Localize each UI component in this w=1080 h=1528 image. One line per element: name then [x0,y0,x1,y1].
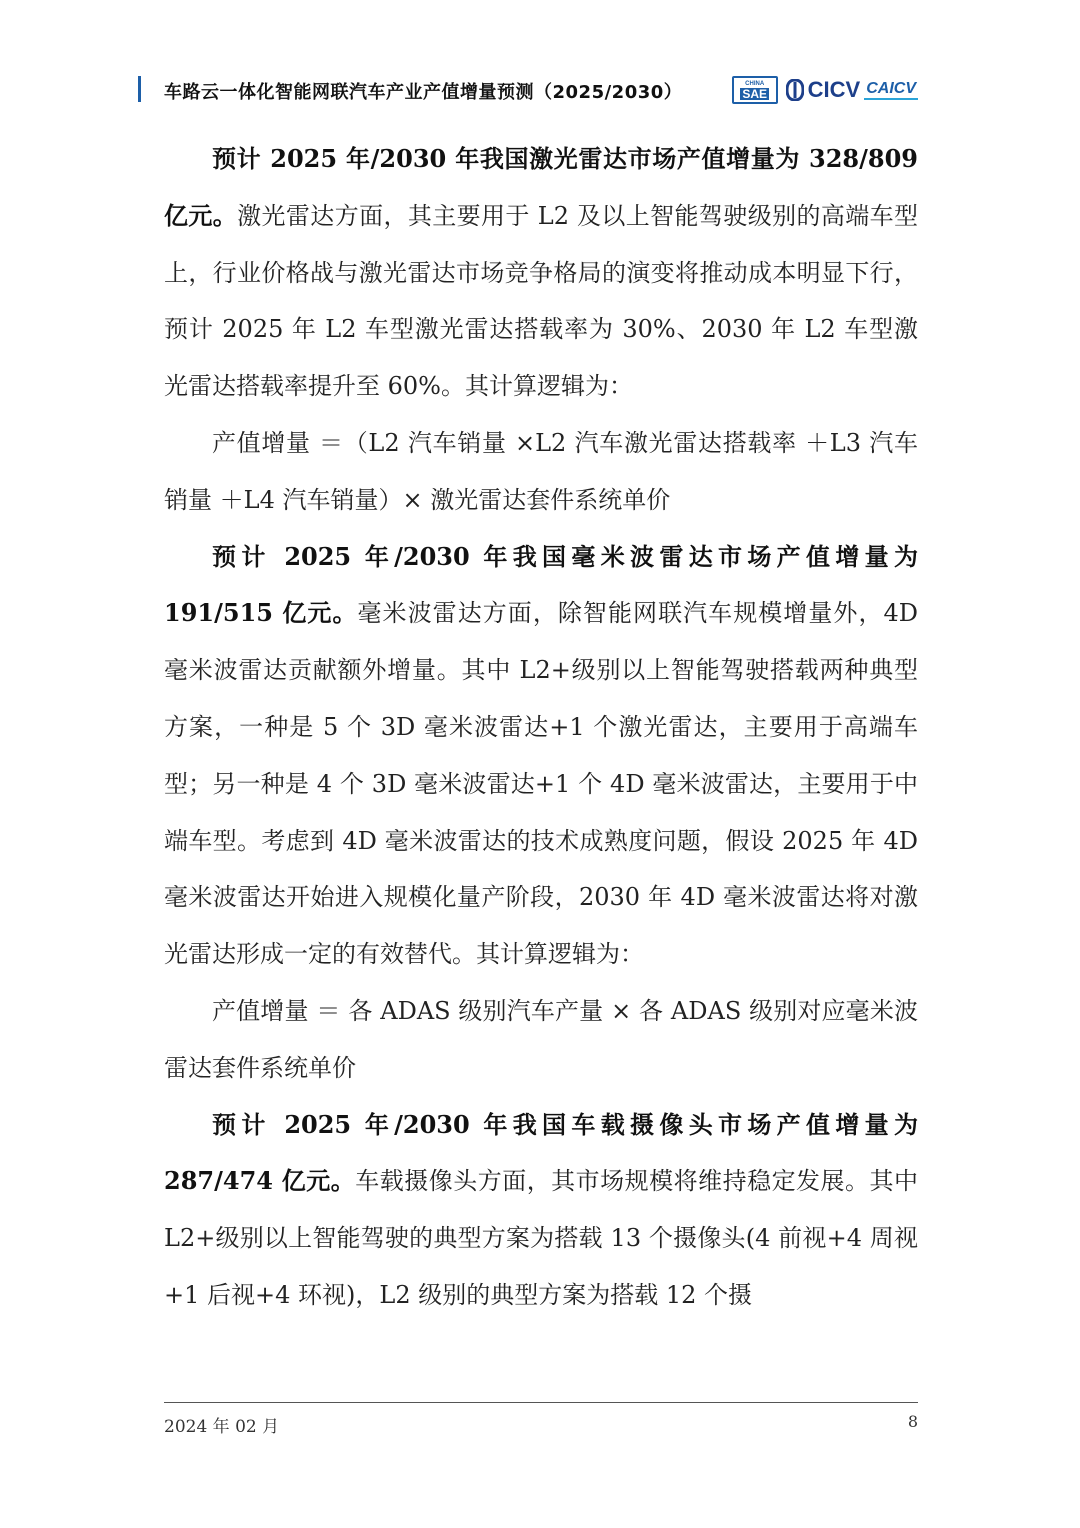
sae-logo-top-text: CHINA [745,80,765,87]
paragraph-lidar [164,131,918,415]
footer-divider [164,1402,918,1403]
paragraph-mmwave [164,529,918,983]
camera-forecast-heading: 预计 2025 年/2030 年我国车载摄像头市场产值增量为 287/474 亿元。 [164,1109,918,1196]
document-body [164,131,918,1324]
page-number: 8 [907,1412,918,1431]
lidar-formula: 产值增量 ＝（L2 汽车销量 ×L2 汽车激光雷达搭载率 ＋L3 汽车销量 ＋L4 汽车销量）× 激光雷达套件系统单价 [164,428,918,514]
mmwave-formula: 产值增量 ＝ 各 ADAS 级别汽车产量 × 各 ADAS 级别对应毫米波雷达套件系统单价 [164,996,918,1082]
caicv-logo: CAICV [864,80,918,100]
china-sae-logo [732,76,778,104]
mmwave-forecast-heading: 预计 2025 年/2030 年我国毫米波雷达市场产值增量为 191/515 亿元。 [164,541,918,628]
header-accent-bar [138,76,141,102]
lidar-forecast-heading: 预计 2025 年/2030 年我国激光雷达市场产值增量为 328/809 亿元。 [164,144,918,230]
sae-logo-bottom-text: SAE [742,86,767,101]
cicv-logo-text: CICV [807,77,861,102]
mmwave-paragraph-text: 毫米波雷达方面，除智能网联汽车规模增量外，4D 毫米波雷达贡献额外增量。其中 L2+级别以上智能驾驶搭载两种典型方案，一种是 5 个 3D 毫米波雷达+1 个激光雷达，主要用于高端车型；另一种是 4 个 3D 毫米波雷达+1 个 4D 毫米波雷达，主要用于中端车型。考虑到 4D 毫米波雷达的技术成熟度问题，假设 2025 年 4D 毫米波雷达开始进入规模化量产阶段，2030 年 4D 毫米波雷达将对激光雷达形成一定的有效替代。其计算逻辑为： [164,599,918,969]
header-title: 车路云一体化智能网联汽车产业产值增量预测（2025/2030） [164,82,683,103]
camera-paragraph-text: 车载摄像头方面，其市场规模将维持稳定发展。其中 L2+级别以上智能驾驶的典型方案为搭载 13 个摄像头(4 前视+4 周视+1 后视+4 环视)，L2 级别的典型方案为搭载 12 个摄 [164,1167,919,1309]
paragraph-camera [164,1097,918,1324]
header-logos [732,74,918,106]
page-header [138,74,918,106]
cicv-logo [786,77,861,103]
lidar-paragraph-text: 激光雷达方面，其主要用于 L2 及以上智能驾驶级别的高端车型上，行业价格战与激光雷达市场竞争格局的演变将推动成本明显下行，预计 2025 年 L2 车型激光雷达搭载率为 30%、2030 年 L2 车型激光雷达搭载率提升至 60%。其计算逻辑为： [164,201,918,401]
cicv-mark-icon [786,79,804,101]
footer-date: 2024 年 02 月 [164,1417,280,1437]
